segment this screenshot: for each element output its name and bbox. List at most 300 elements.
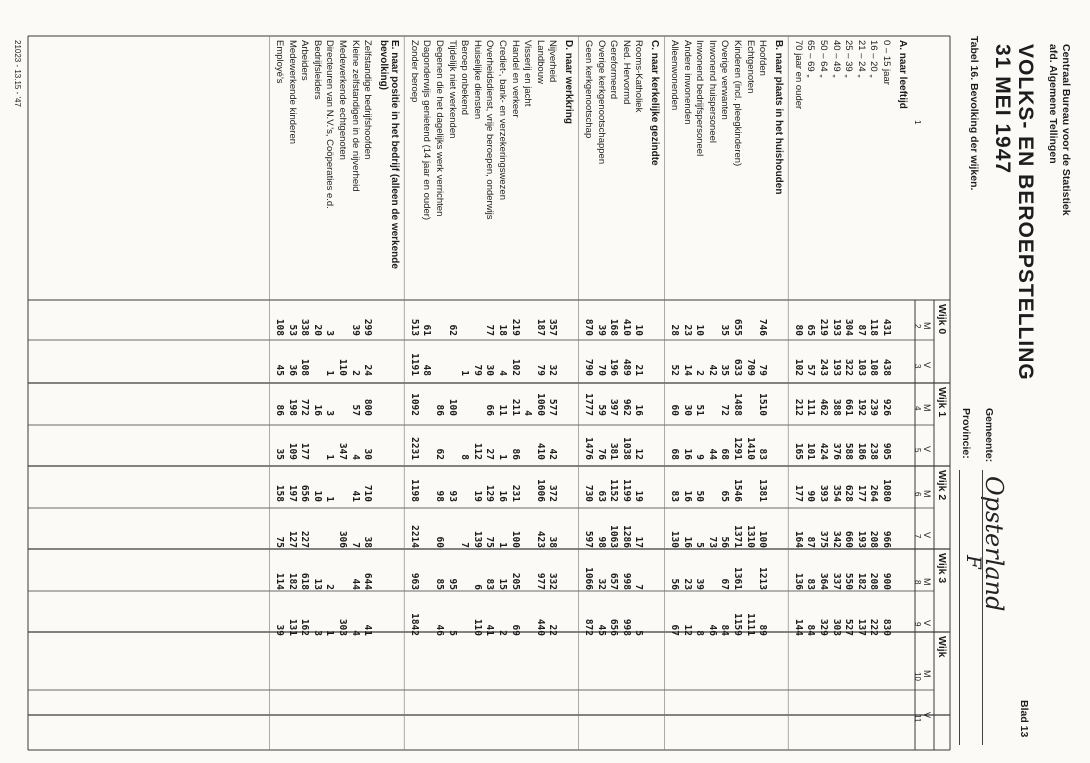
cell-value: 136 [792, 572, 804, 590]
cell-value: 196 [608, 358, 620, 376]
cell-value: 79 [471, 364, 483, 376]
cell-value: 162 [299, 618, 311, 636]
row-label: Tijdelijk niet werkenden [446, 40, 458, 139]
cell-value: 219 [509, 318, 521, 336]
cell-value: 46 [434, 624, 445, 636]
cell-value: 13 [311, 578, 323, 590]
row-label: Hoofden [757, 40, 769, 76]
cell-value: 111 [805, 398, 817, 416]
cell-value: 3 [324, 410, 336, 416]
row-label: Andere inwonenden [681, 40, 693, 125]
cell-value: 1361 [732, 567, 743, 590]
row-label: Handel en verkeer [509, 40, 521, 118]
cell-value: 550 [843, 572, 855, 590]
cell-value: 393 [818, 484, 829, 502]
cell-value: 597 [583, 530, 594, 548]
cell-value: 108 [299, 358, 311, 376]
cell-value: 219 [818, 318, 829, 336]
row-label: Nijverheid [547, 40, 559, 83]
printer-code: 21023 - 13.15 - '47 [13, 40, 22, 107]
cell-value: 75 [274, 536, 285, 548]
cell-value: 1152 [608, 479, 620, 502]
cell-value: 87 [805, 536, 817, 548]
cell-value: 12 [633, 448, 645, 460]
cell-value: 75 [484, 536, 496, 548]
cell-value: 4 [497, 370, 508, 376]
row-label: Zelfstandige bedrijfshoofden [362, 40, 374, 160]
cell-value: 211 [509, 398, 521, 416]
cell-value: 83 [669, 490, 680, 502]
cell-value: 1546 [732, 479, 743, 502]
cell-value: 1 [324, 370, 336, 376]
cell-value: 86 [434, 404, 445, 416]
cell-value: 197 [286, 484, 298, 502]
cell-value: 303 [830, 618, 842, 636]
cell-value: 618 [299, 572, 311, 590]
cell-value: 30 [681, 404, 693, 416]
cell-value: 11 [497, 404, 508, 416]
cell-value: 48 [421, 364, 433, 376]
cell-value: 131 [286, 618, 298, 636]
cell-value: 18 [497, 324, 508, 336]
row-label: Beroep onbekend [459, 40, 471, 116]
cell-value: 375 [818, 530, 829, 548]
cell-value: 35 [719, 324, 731, 336]
cell-value: 127 [286, 530, 298, 548]
row-label: 70 jaar en ouder [792, 40, 804, 110]
row-label: Degenen die het dagelijks werk verrichten [434, 40, 445, 217]
cell-value: 70 [595, 364, 607, 376]
cell-value: 1198 [408, 479, 420, 502]
wijk-header-2: Wijk 2 [936, 470, 948, 501]
cell-value: 177 [792, 484, 804, 502]
cell-value: 376 [830, 442, 842, 460]
cell-value: 1006 [534, 479, 546, 502]
col-number-5: 5 [913, 448, 922, 453]
cell-value: 68 [719, 448, 731, 460]
cell-value: 1842 [408, 613, 420, 636]
col-v-9: V [922, 712, 932, 719]
cell-value: 431 [881, 318, 892, 336]
row-label: Inwonend huispersoneel [706, 40, 718, 143]
cell-value: 656 [299, 484, 311, 502]
cell-value: 962 [620, 398, 632, 416]
row-label: Rooms-Katholiek [633, 40, 645, 113]
cell-value: 102 [792, 358, 804, 376]
cell-value: 139 [471, 530, 483, 548]
cell-value: 1 [497, 542, 508, 548]
cell-value: 67 [719, 578, 731, 590]
cell-value: 193 [855, 530, 867, 548]
row-label: Employé's [274, 40, 285, 84]
row-label: 50 – 64 „ [818, 40, 829, 78]
cell-value: 1510 [757, 393, 769, 416]
row-label: Medewerkende kinderen [286, 40, 298, 145]
cell-value: 61 [421, 324, 433, 336]
cell-value: 144 [792, 618, 804, 636]
cell-value: 397 [608, 398, 620, 416]
cell-value: 1 [459, 370, 471, 376]
cell-value: 100 [509, 530, 521, 548]
cell-value: 110 [337, 358, 348, 376]
cell-value: 16 [311, 404, 323, 416]
cell-value: 187 [534, 318, 546, 336]
cell-value: 30 [484, 364, 496, 376]
cell-value: 338 [299, 318, 311, 336]
cell-value: 85 [434, 578, 445, 590]
cell-value: 62 [434, 448, 445, 460]
cell-value: 42 [547, 448, 559, 460]
cell-value: 186 [855, 442, 867, 460]
cell-value: 27 [484, 448, 496, 460]
cell-value: 5 [694, 542, 706, 548]
cell-value: 89 [757, 624, 769, 636]
cell-value: 4 [349, 454, 361, 460]
col-v-7: V [922, 620, 932, 627]
cell-value: 39 [694, 578, 706, 590]
cell-value: 59 [595, 404, 607, 416]
cell-value: 177 [855, 484, 867, 502]
cell-value: 16 [633, 404, 645, 416]
section-title-4: E. naar positie in het bedrijf (alleen de werkende bevolking) [378, 40, 401, 269]
cell-value: 19 [633, 490, 645, 502]
cell-value: 86 [274, 404, 285, 416]
cell-value: 130 [669, 530, 680, 548]
cell-value: 63 [595, 490, 607, 502]
section-title-2: C. naar kerkelijke gezindte [649, 40, 661, 166]
cell-value: 108 [274, 318, 285, 336]
cell-value: 32 [547, 364, 559, 376]
cell-value: 710 [362, 484, 374, 502]
cell-value: 381 [608, 442, 620, 460]
cell-value: 462 [818, 398, 829, 416]
cell-value: 103 [855, 358, 867, 376]
cell-value: 870 [583, 318, 594, 336]
cell-value: 709 [744, 358, 756, 376]
cell-value: 16 [681, 490, 693, 502]
cell-value: 1 [324, 454, 336, 460]
cell-value: 72 [719, 404, 731, 416]
cell-value: 800 [362, 398, 374, 416]
cell-value: 90 [805, 490, 817, 502]
provincie-handwritten: F [962, 555, 986, 569]
cell-value: 772 [299, 398, 311, 416]
cell-value: 872 [583, 618, 594, 636]
cell-value: 44 [706, 448, 718, 460]
cell-value: 102 [509, 358, 521, 376]
row-label: Directeuren van N.V.'s, Coöperaties e.d. [324, 40, 336, 209]
cell-value: 41 [484, 624, 496, 636]
cell-value: 19 [471, 490, 483, 502]
cell-value: 57 [805, 364, 817, 376]
cell-value: 23 [681, 578, 693, 590]
cell-value: 164 [792, 530, 804, 548]
cell-value: 10 [694, 324, 706, 336]
cell-value: 15 [497, 578, 508, 590]
cell-value: 22 [547, 624, 559, 636]
cell-value: 73 [706, 536, 718, 548]
section-title-1: B. naar plaats in het huishouden [773, 40, 785, 195]
cell-value: 21 [633, 364, 645, 376]
cell-value: 16 [681, 448, 693, 460]
row-label: Geen kerkgenootschap [583, 40, 594, 139]
cell-value: 5 [446, 630, 458, 636]
cell-value: 42 [706, 364, 718, 376]
cell-value: 977 [534, 572, 546, 590]
cell-value: 357 [547, 318, 559, 336]
cell-value: 963 [408, 572, 420, 590]
row-label: 21 – 24 „ [855, 40, 867, 78]
gemeente-label: Gemeente: [983, 408, 995, 463]
org-line-1: Centraal Bureau voor de Statistiek [1060, 44, 1072, 216]
cell-value: 205 [509, 572, 521, 590]
cell-value: 222 [868, 618, 880, 636]
cell-value: 114 [274, 572, 285, 590]
cell-value: 1080 [881, 479, 892, 502]
cell-value: 87 [855, 324, 867, 336]
cell-value: 76 [595, 448, 607, 460]
cell-value: 4 [522, 410, 534, 416]
cell-value: 41 [349, 490, 361, 502]
cell-value: 905 [881, 442, 892, 460]
cell-value: 12 [681, 624, 693, 636]
cell-value: 410 [534, 442, 546, 460]
gemeente-handwritten: Opsterland [980, 476, 1008, 612]
cell-value: 410 [620, 318, 632, 336]
cell-value: 24 [362, 364, 374, 376]
cell-value: 101 [805, 442, 817, 460]
row-label: Crediet-, bank- en verzekeringswezen [497, 40, 508, 200]
cell-value: 513 [408, 318, 420, 336]
col-number-3: 3 [913, 364, 922, 369]
cell-value: 5 [633, 630, 645, 636]
cell-value: 3 [324, 330, 336, 336]
col-number-11: 11 [913, 714, 922, 723]
cell-value: 1060 [534, 393, 546, 416]
table-title: Tabel 16. Bevolking der wijken. [968, 36, 980, 191]
cell-value: 62 [446, 324, 458, 336]
cell-value: 168 [608, 318, 620, 336]
cell-value: 628 [843, 484, 855, 502]
cell-value: 68 [669, 448, 680, 460]
cell-value: 67 [669, 624, 680, 636]
cell-value: 1038 [620, 437, 632, 460]
cell-value: 16 [497, 490, 508, 502]
cell-value: 39 [274, 624, 285, 636]
cell-value: 112 [471, 442, 483, 460]
cell-value: 100 [757, 530, 769, 548]
cell-value: 10 [633, 324, 645, 336]
cell-value: 299 [362, 318, 374, 336]
cell-value: 322 [843, 358, 855, 376]
col-number-7: 7 [913, 534, 922, 539]
cell-value: 193 [830, 358, 842, 376]
cell-value: 36 [286, 364, 298, 376]
cell-value: 177 [299, 442, 311, 460]
cell-value: 65 [805, 324, 817, 336]
cell-value: 110 [471, 618, 483, 636]
cell-value: 182 [855, 572, 867, 590]
cell-value: 746 [757, 318, 769, 336]
row-label: Visserij en jacht [522, 40, 534, 107]
org-line-2: afd. Algemene Tellingen [1047, 44, 1059, 164]
cell-value: 208 [868, 530, 880, 548]
cell-value: 46 [706, 624, 718, 636]
cell-value: 347 [337, 442, 348, 460]
cell-value: 1 [324, 630, 336, 636]
row-label: Medewerkende echtgenoten [337, 40, 348, 160]
cell-value: 137 [855, 618, 867, 636]
row-label: 65 – 69 „ [805, 40, 817, 78]
row-label: 16 – 20 „ [868, 40, 880, 78]
cell-value: 372 [547, 484, 559, 502]
cell-value: 1410 [744, 437, 756, 460]
col-m-4: M [922, 490, 932, 498]
cell-value: 84 [805, 624, 817, 636]
cell-value: 7 [349, 542, 361, 548]
cell-value: 2 [349, 370, 361, 376]
cell-value: 354 [830, 484, 842, 502]
cell-value: 830 [881, 618, 892, 636]
cell-value: 165 [792, 442, 804, 460]
cell-value: 730 [583, 484, 594, 502]
cell-value: 4 [349, 630, 361, 636]
col-number-4: 4 [913, 406, 922, 411]
cell-value: 69 [509, 624, 521, 636]
cell-value: 208 [868, 572, 880, 590]
cell-value: 527 [843, 618, 855, 636]
cell-value: 1381 [757, 479, 769, 502]
row-label: Kleine zelfstandigen in de nijverheid [349, 40, 361, 192]
cell-value: 1092 [408, 393, 420, 416]
cell-value: 1476 [583, 437, 594, 460]
cell-value: 1213 [757, 567, 769, 590]
cell-value: 337 [830, 572, 842, 590]
col-v-5: V [922, 532, 932, 539]
cell-value: 79 [757, 364, 769, 376]
cell-value: 51 [694, 404, 706, 416]
cell-value: 182 [286, 572, 298, 590]
col-number-2: 2 [913, 324, 922, 329]
row-label: Bedrijfsleiders [311, 40, 323, 100]
cell-value: 2 [324, 584, 336, 590]
cell-value: 661 [843, 398, 855, 416]
wijk-header-0: Wijk 0 [936, 304, 948, 335]
cell-value: 329 [818, 618, 829, 636]
cell-value: 45 [274, 364, 285, 376]
cell-value: 60 [434, 536, 445, 548]
cell-value: 28 [669, 324, 680, 336]
cell-value: 57 [349, 404, 361, 416]
section-title-3: D. naar werkkring [563, 40, 575, 124]
cell-value: 1777 [583, 393, 594, 416]
cell-value: 93 [446, 490, 458, 502]
wijk-header-3: Wijk 3 [936, 553, 948, 584]
cell-value: 80 [792, 324, 804, 336]
cell-value: 1063 [608, 525, 620, 548]
cell-value: 56 [719, 536, 731, 548]
col-number-10: 10 [913, 672, 922, 681]
row-label: Alleenwonenden [669, 40, 680, 111]
cell-value: 790 [583, 358, 594, 376]
cell-value: 655 [732, 318, 743, 336]
cell-value: 440 [534, 618, 546, 636]
cell-value: 1111 [744, 613, 756, 636]
col-m-6: M [922, 578, 932, 586]
main-title: VOLKS- EN BEROEPSTELLING [1014, 44, 1037, 381]
cell-value: 243 [818, 358, 829, 376]
col-m-0: M [922, 322, 932, 330]
cell-value: 364 [818, 572, 829, 590]
cell-value: 38 [547, 536, 559, 548]
cell-value: 95 [446, 578, 458, 590]
col-number-6: 6 [913, 492, 922, 497]
col-v-3: V [922, 446, 932, 453]
cell-value: 198 [286, 398, 298, 416]
cell-value: 438 [881, 358, 892, 376]
wijk-header-4: Wijk [936, 636, 948, 658]
cell-value: 633 [732, 358, 743, 376]
cell-value: 17 [633, 536, 645, 548]
cell-value: 1199 [620, 479, 632, 502]
cell-value: 41 [362, 624, 374, 636]
cell-value: 100 [446, 398, 458, 416]
cell-value: 342 [830, 530, 842, 548]
row-label: Huiselijke diensten [471, 40, 483, 120]
cell-value: 1488 [732, 393, 743, 416]
cell-value: 388 [830, 398, 842, 416]
cell-value: 577 [547, 398, 559, 416]
cell-value: 657 [608, 572, 620, 590]
col-m-8: M [922, 670, 932, 678]
cell-value: 52 [669, 364, 680, 376]
row-label: Arbeiders [299, 40, 311, 81]
cell-value: 98 [595, 536, 607, 548]
cell-value: 644 [362, 572, 374, 590]
cell-value: 118 [868, 318, 880, 336]
cell-value: 238 [868, 442, 880, 460]
cell-value: 1286 [620, 525, 632, 548]
cell-value: 304 [843, 318, 855, 336]
cell-value: 35 [274, 448, 285, 460]
row-label: Overige kerkgenootschappen [595, 40, 607, 165]
section-title-0: A. naar leeftijd [897, 40, 908, 109]
cell-value: 39 [595, 324, 607, 336]
main-date: 31 MEI 1947 [991, 44, 1014, 175]
row-label: Echtgenoten [744, 40, 756, 94]
cell-value: 306 [337, 530, 348, 548]
cell-value: 44 [349, 578, 361, 590]
cell-value: 50 [694, 490, 706, 502]
cell-value: 2231 [408, 437, 420, 460]
cell-value: 60 [669, 404, 680, 416]
cell-value: 1191 [408, 353, 420, 376]
row-label: Landbouw [534, 40, 546, 84]
cell-value: 56 [669, 578, 680, 590]
cell-value: 98 [434, 490, 445, 502]
cell-value: 332 [547, 572, 559, 590]
cell-value: 998 [620, 618, 632, 636]
cell-value: 6 [471, 584, 483, 590]
row-label: Dagonderwijs genietend (14 jaar en ouder) [421, 40, 433, 221]
cell-value: 1066 [583, 567, 594, 590]
cell-value: 423 [534, 530, 546, 548]
cell-value: 86 [509, 448, 521, 460]
cell-value: 129 [484, 484, 496, 502]
cell-value: 53 [286, 324, 298, 336]
cell-value: 158 [274, 484, 285, 502]
row-label: Inwonend bedrijfspersoneel [694, 40, 706, 157]
